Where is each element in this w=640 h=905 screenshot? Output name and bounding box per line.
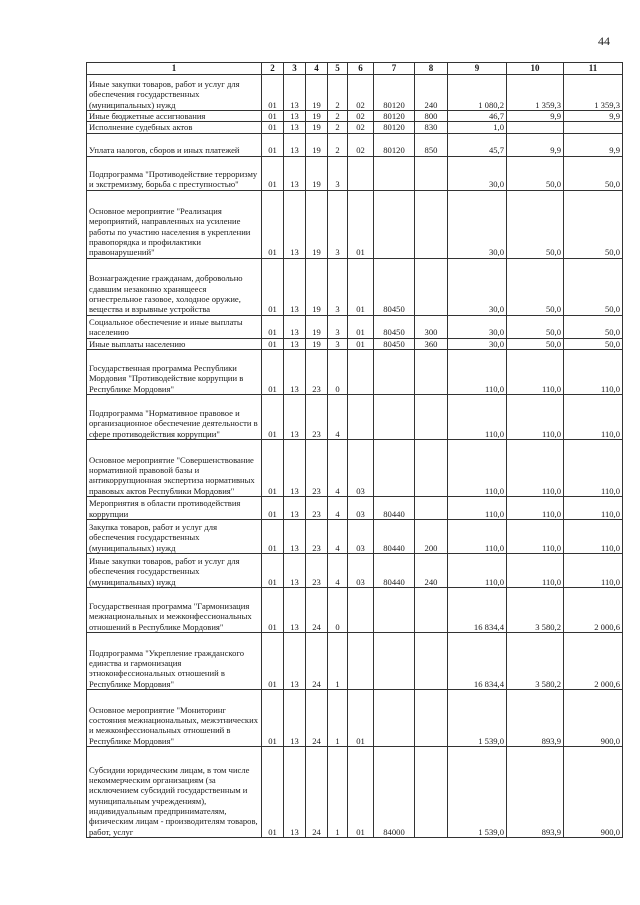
row-name: Субсидии юридическим лицам, в том числе некоммерческим организациям (за исключением субсидий государственным и муниципальным учреждениям), индивидуальным предпринимателям, физическим лицам - производителям товаров, работ, услуг (87, 746, 262, 837)
code-cell: 01 (348, 258, 374, 315)
amount-cell: 110,0 (564, 349, 623, 394)
row-name: Основное мероприятие "Совершенствование нормативной правовой базы и антикоррупционная экспертиза нормативных правовых актов Республики Мордовия" (87, 439, 262, 496)
code-cell: 23 (306, 496, 328, 519)
code-cell: 80120 (374, 133, 415, 156)
table-row (87, 111, 623, 122)
row-name: Основное мероприятие "Мониторинг состояния межнациональных, межэтнических и межконфессиональных отношений в Республике Мордовия" (87, 689, 262, 746)
table-row (87, 553, 623, 587)
amount-cell (564, 122, 623, 133)
code-cell: 19 (306, 75, 328, 111)
amount-cell: 1 539,0 (448, 746, 507, 837)
amount-cell: 16 834,4 (448, 632, 507, 689)
code-cell: 01 (262, 689, 284, 746)
code-cell: 4 (328, 496, 348, 519)
amount-cell: 110,0 (507, 496, 564, 519)
code-cell: 01 (262, 496, 284, 519)
code-cell: 02 (348, 122, 374, 133)
code-cell: 13 (284, 258, 306, 315)
amount-cell: 50,0 (564, 156, 623, 190)
amount-cell: 1 359,3 (507, 75, 564, 111)
header-cell: 5 (328, 63, 348, 75)
row-name: Подпрограмма "Укрепление гражданского единства и гармонизация этноконфессиональных отношений в Республике Мордовия" (87, 632, 262, 689)
amount-cell: 110,0 (564, 439, 623, 496)
row-name: Подпрограмма "Нормативное правовое и организационное обеспечение деятельности в сфере противодействия коррупции" (87, 394, 262, 439)
code-cell: 4 (328, 439, 348, 496)
header-cell: 8 (415, 63, 448, 75)
amount-cell: 110,0 (448, 553, 507, 587)
code-cell (415, 587, 448, 632)
code-cell: 13 (284, 587, 306, 632)
code-cell: 13 (284, 190, 306, 258)
code-cell: 01 (262, 111, 284, 122)
code-cell (415, 394, 448, 439)
row-name: Мероприятия в области противодействия коррупции (87, 496, 262, 519)
code-cell: 80450 (374, 338, 415, 349)
code-cell: 23 (306, 394, 328, 439)
code-cell: 23 (306, 439, 328, 496)
code-cell: 3 (328, 315, 348, 338)
code-cell: 800 (415, 111, 448, 122)
code-cell (415, 349, 448, 394)
code-cell: 2 (328, 75, 348, 111)
code-cell (348, 632, 374, 689)
table-body (87, 75, 623, 838)
row-name: Уплата налогов, сборов и иных платежей (87, 133, 262, 156)
table-row (87, 439, 623, 496)
code-cell: 4 (328, 394, 348, 439)
amount-cell: 50,0 (507, 190, 564, 258)
code-cell: 850 (415, 133, 448, 156)
code-cell: 03 (348, 553, 374, 587)
code-cell: 80440 (374, 496, 415, 519)
amount-cell: 110,0 (507, 349, 564, 394)
table-row (87, 519, 623, 553)
code-cell (415, 439, 448, 496)
code-cell: 13 (284, 338, 306, 349)
code-cell: 23 (306, 519, 328, 553)
table-row (87, 746, 623, 837)
code-cell (374, 689, 415, 746)
header-cell: 9 (448, 63, 507, 75)
row-name: Иные бюджетные ассигнования (87, 111, 262, 122)
table-row (87, 349, 623, 394)
code-cell: 13 (284, 349, 306, 394)
amount-cell: 110,0 (507, 394, 564, 439)
amount-cell: 16 834,4 (448, 587, 507, 632)
code-cell: 13 (284, 133, 306, 156)
code-cell: 01 (262, 122, 284, 133)
header-cell: 6 (348, 63, 374, 75)
code-cell: 4 (328, 553, 348, 587)
code-cell: 13 (284, 439, 306, 496)
code-cell (415, 689, 448, 746)
code-cell: 02 (348, 111, 374, 122)
table-row (87, 190, 623, 258)
amount-cell: 50,0 (507, 156, 564, 190)
code-cell: 19 (306, 133, 328, 156)
amount-cell: 110,0 (448, 349, 507, 394)
code-cell (415, 156, 448, 190)
code-cell: 01 (262, 338, 284, 349)
amount-cell: 50,0 (564, 258, 623, 315)
code-cell: 1 (328, 632, 348, 689)
code-cell: 84000 (374, 746, 415, 837)
code-cell: 23 (306, 349, 328, 394)
code-cell: 2 (328, 111, 348, 122)
code-cell: 1 (328, 746, 348, 837)
code-cell: 19 (306, 338, 328, 349)
table-row (87, 315, 623, 338)
header-cell: 10 (507, 63, 564, 75)
code-cell (374, 156, 415, 190)
table-row (87, 156, 623, 190)
code-cell: 4 (328, 519, 348, 553)
code-cell (348, 587, 374, 632)
code-cell: 19 (306, 315, 328, 338)
row-name: Основное мероприятие "Реализация мероприятий, направленных на усиление работы по участию населения в укреплении правопорядка и профилактики правонарушений" (87, 190, 262, 258)
amount-cell: 9,9 (564, 133, 623, 156)
code-cell: 13 (284, 689, 306, 746)
code-cell (415, 258, 448, 315)
row-name: Закупка товаров, работ и услуг для обеспечения государственных (муниципальных) нужд (87, 519, 262, 553)
amount-cell: 30,0 (448, 258, 507, 315)
amount-cell: 110,0 (564, 519, 623, 553)
budget-table (86, 62, 623, 838)
code-cell: 03 (348, 439, 374, 496)
amount-cell: 900,0 (564, 689, 623, 746)
code-cell: 19 (306, 190, 328, 258)
code-cell (415, 496, 448, 519)
code-cell: 01 (262, 519, 284, 553)
amount-cell: 50,0 (507, 338, 564, 349)
code-cell: 1 (328, 689, 348, 746)
table-row (87, 496, 623, 519)
code-cell: 01 (262, 315, 284, 338)
amount-cell: 110,0 (564, 394, 623, 439)
code-cell (348, 156, 374, 190)
amount-cell: 1,0 (448, 122, 507, 133)
header-cell: 3 (284, 63, 306, 75)
code-cell: 01 (348, 689, 374, 746)
table-header-row (87, 63, 623, 75)
code-cell: 200 (415, 519, 448, 553)
amount-cell: 2 000,6 (564, 632, 623, 689)
code-cell: 02 (348, 133, 374, 156)
code-cell: 01 (262, 258, 284, 315)
row-name: Иные закупки товаров, работ и услуг для обеспечения государственных (муниципальных) нужд (87, 553, 262, 587)
code-cell: 03 (348, 496, 374, 519)
code-cell: 01 (348, 315, 374, 338)
code-cell: 13 (284, 632, 306, 689)
amount-cell: 1 359,3 (564, 75, 623, 111)
code-cell: 80440 (374, 519, 415, 553)
code-cell: 01 (262, 133, 284, 156)
header-cell: 7 (374, 63, 415, 75)
code-cell: 24 (306, 689, 328, 746)
amount-cell: 110,0 (507, 519, 564, 553)
header-cell: 4 (306, 63, 328, 75)
amount-cell: 30,0 (448, 338, 507, 349)
code-cell: 03 (348, 519, 374, 553)
amount-cell: 50,0 (564, 190, 623, 258)
code-cell: 360 (415, 338, 448, 349)
code-cell: 01 (262, 156, 284, 190)
code-cell: 01 (262, 553, 284, 587)
code-cell (415, 746, 448, 837)
code-cell: 80450 (374, 258, 415, 315)
code-cell: 24 (306, 587, 328, 632)
amount-cell: 30,0 (448, 315, 507, 338)
amount-cell: 50,0 (564, 315, 623, 338)
row-name: Иные выплаты населению (87, 338, 262, 349)
code-cell: 01 (262, 587, 284, 632)
code-cell: 01 (262, 632, 284, 689)
code-cell: 2 (328, 122, 348, 133)
table-row (87, 394, 623, 439)
code-cell: 0 (328, 349, 348, 394)
code-cell: 01 (262, 190, 284, 258)
code-cell (348, 394, 374, 439)
table-row (87, 689, 623, 746)
amount-cell (507, 122, 564, 133)
page-number: 44 (598, 34, 610, 48)
code-cell: 3 (328, 258, 348, 315)
amount-cell: 1 539,0 (448, 689, 507, 746)
code-cell (374, 190, 415, 258)
code-cell: 2 (328, 133, 348, 156)
code-cell: 19 (306, 258, 328, 315)
amount-cell: 9,9 (564, 111, 623, 122)
code-cell: 13 (284, 315, 306, 338)
code-cell (415, 632, 448, 689)
code-cell: 19 (306, 156, 328, 190)
code-cell: 01 (262, 75, 284, 111)
code-cell: 23 (306, 553, 328, 587)
header-cell: 2 (262, 63, 284, 75)
code-cell: 24 (306, 632, 328, 689)
amount-cell: 1 080,2 (448, 75, 507, 111)
code-cell (374, 394, 415, 439)
code-cell: 19 (306, 111, 328, 122)
amount-cell: 893,9 (507, 689, 564, 746)
table-row (87, 338, 623, 349)
code-cell: 24 (306, 746, 328, 837)
table-row (87, 122, 623, 133)
code-cell: 300 (415, 315, 448, 338)
amount-cell: 9,9 (507, 111, 564, 122)
code-cell: 13 (284, 111, 306, 122)
code-cell (374, 587, 415, 632)
amount-cell: 45,7 (448, 133, 507, 156)
row-name: Государственная программа Республики Мордовия "Противодействие коррупции в Республике Мордовия" (87, 349, 262, 394)
table-row (87, 75, 623, 111)
amount-cell: 110,0 (448, 519, 507, 553)
code-cell: 01 (348, 746, 374, 837)
code-cell: 01 (262, 349, 284, 394)
code-cell: 19 (306, 122, 328, 133)
code-cell: 13 (284, 394, 306, 439)
code-cell: 3 (328, 190, 348, 258)
row-name: Иные закупки товаров, работ и услуг для обеспечения государственных (муниципальных) нужд (87, 75, 262, 111)
amount-cell: 110,0 (448, 496, 507, 519)
row-name: Подпрограмма "Противодействие терроризму и экстремизму, борьба с преступностью" (87, 156, 262, 190)
code-cell (374, 349, 415, 394)
amount-cell: 50,0 (507, 258, 564, 315)
code-cell (348, 349, 374, 394)
amount-cell: 46,7 (448, 111, 507, 122)
row-name: Социальное обеспечение и иные выплаты населению (87, 315, 262, 338)
amount-cell: 893,9 (507, 746, 564, 837)
header-cell: 11 (564, 63, 623, 75)
row-name: Государственная программа "Гармонизация межнациональных и межконфессиональных отношений в Республике Мордовия" (87, 587, 262, 632)
code-cell: 80120 (374, 111, 415, 122)
code-cell: 01 (348, 338, 374, 349)
table-row (87, 133, 623, 156)
code-cell: 80120 (374, 75, 415, 111)
amount-cell: 30,0 (448, 156, 507, 190)
code-cell: 80450 (374, 315, 415, 338)
code-cell: 13 (284, 75, 306, 111)
amount-cell: 50,0 (564, 338, 623, 349)
code-cell: 13 (284, 519, 306, 553)
table-row (87, 587, 623, 632)
header-cell: 1 (87, 63, 262, 75)
code-cell: 01 (262, 439, 284, 496)
amount-cell: 110,0 (448, 439, 507, 496)
amount-cell: 50,0 (507, 315, 564, 338)
code-cell (374, 632, 415, 689)
code-cell: 80440 (374, 553, 415, 587)
code-cell: 01 (262, 746, 284, 837)
code-cell: 240 (415, 553, 448, 587)
table-row (87, 632, 623, 689)
amount-cell: 110,0 (564, 553, 623, 587)
amount-cell: 110,0 (564, 496, 623, 519)
code-cell: 13 (284, 156, 306, 190)
code-cell: 3 (328, 338, 348, 349)
amount-cell: 110,0 (448, 394, 507, 439)
code-cell: 240 (415, 75, 448, 111)
code-cell: 13 (284, 122, 306, 133)
amount-cell: 900,0 (564, 746, 623, 837)
code-cell: 0 (328, 587, 348, 632)
amount-cell: 3 580,2 (507, 632, 564, 689)
code-cell: 13 (284, 746, 306, 837)
row-name: Исполнение судебных актов (87, 122, 262, 133)
amount-cell: 110,0 (507, 439, 564, 496)
amount-cell: 30,0 (448, 190, 507, 258)
code-cell: 13 (284, 496, 306, 519)
amount-cell: 3 580,2 (507, 587, 564, 632)
amount-cell: 110,0 (507, 553, 564, 587)
code-cell: 80120 (374, 122, 415, 133)
row-name: Вознаграждение гражданам, добровольно сдавшим незаконно хранящееся огнестрельное газовое, холодное оружие, вещества и взрывные устройства (87, 258, 262, 315)
table-row (87, 258, 623, 315)
code-cell (374, 439, 415, 496)
amount-cell: 2 000,6 (564, 587, 623, 632)
code-cell: 3 (328, 156, 348, 190)
amount-cell: 9,9 (507, 133, 564, 156)
code-cell: 02 (348, 75, 374, 111)
code-cell: 01 (262, 394, 284, 439)
code-cell: 13 (284, 553, 306, 587)
code-cell (415, 190, 448, 258)
code-cell: 830 (415, 122, 448, 133)
code-cell: 01 (348, 190, 374, 258)
